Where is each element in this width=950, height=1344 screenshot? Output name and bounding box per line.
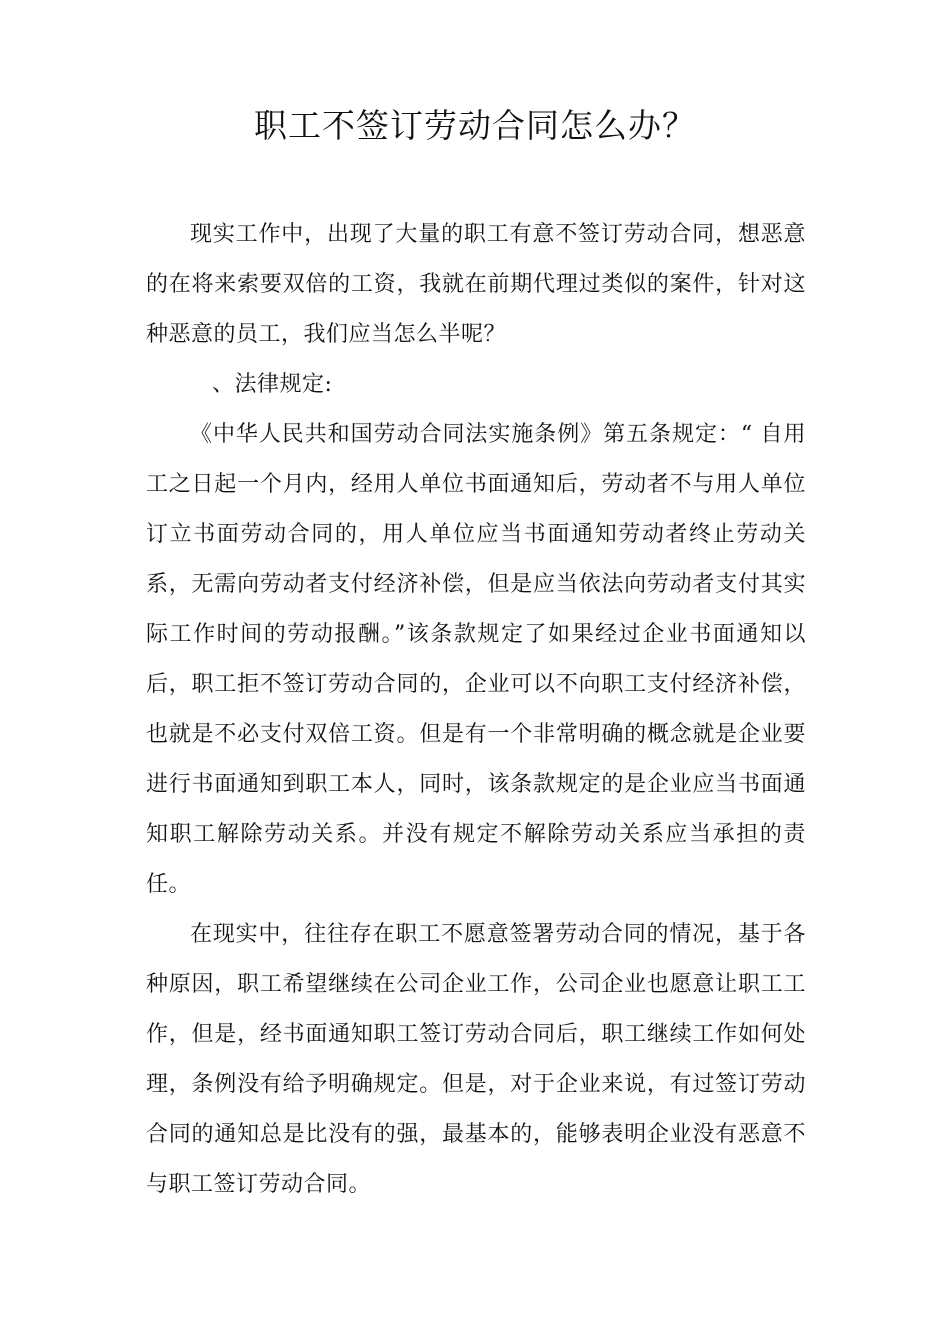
section-heading-legal-provisions: 、法律规定:: [212, 372, 333, 397]
paragraph-intro: 现实工作中，出现了大量的职工有意不签订劳动合同，想恶意的在将来索要双倍的工资，我就在前期代理过类似的案件，针对这种恶意的员工，我们应当怎么半呢？: [146, 222, 806, 347]
document-body: [146, 210, 806, 1210]
paragraph-practice: 在现实中，往往存在职工不愿意签署劳动合同的情况，基于各种原因，职工希望继续在公司企业工作，公司企业也愿意让职工工作，但是，经书面通知职工签订劳动合同后，职工继续工作如何处理，条例没有给予明确规定。但是，对于企业来说，有过签订劳动合同的通知总是比没有的强，最基本的，能够表明企业没有恶意不与职工签订劳动合同。: [146, 922, 806, 1197]
paragraph-regulation-article-5: 《中华人民共和国劳动合同法实施条例》第五条规定：“ 自用工之日起一个月内，经用人单位书面通知后，劳动者不与用人单位订立书面劳动合同的，用人单位应当书面通知劳动者终止劳动关系，无需向劳动者支付经济补偿，但是应当依法向劳动者支付其实际工作时间的劳动报酬。”该条款规定了如果经过企业书面通知以后，职工拒不签订劳动合同的，企业可以不向职工支付经济补偿，也就是不必支付双倍工资。但是有一个非常明确的概念就是企业要进行书面通知到职工本人，同时，该条款规定的是企业应当书面通知职工解除劳动关系。并没有规定不解除劳动关系应当承担的责任。: [146, 422, 806, 897]
document-title: 职工不签订劳动合同怎么办？: [254, 106, 696, 145]
